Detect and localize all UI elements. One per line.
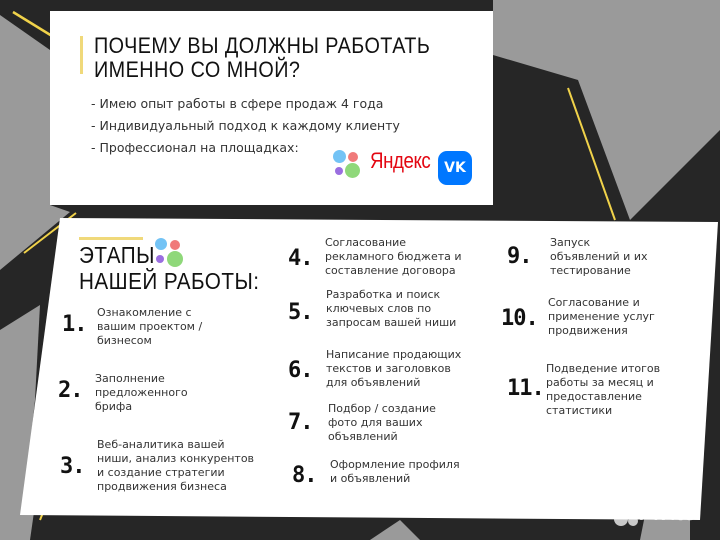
steps-title (79, 242, 259, 294)
step-text: Ознакомление с вашим проектом / бизнесом (97, 306, 203, 347)
title-accent-bar (80, 36, 83, 74)
avito-watermark: Avito (640, 496, 698, 526)
bullet-item: - Профессионал на площадках: (91, 140, 299, 155)
step-number: 2. (58, 378, 83, 403)
step-number: 11. (507, 376, 544, 401)
step-text: Оформление профиля и объявлений (330, 458, 460, 485)
step-number: 3. (60, 454, 85, 479)
step-text: Подбор / создание фото для ваших объявлений (328, 402, 436, 443)
step-text: Веб-аналитика вашей ниши, анализ конкурентов и создание стратегии продвижения бизнеса (97, 438, 255, 493)
step-number: 4. (288, 246, 313, 271)
step-text: Написание продающих текстов и заголовков для объявлений (326, 348, 462, 389)
bullet-item: - Имею опыт работы в сфере продаж 4 года (91, 96, 384, 111)
step-number: 6. (288, 358, 313, 383)
why-title-line1: ПОЧЕМУ ВЫ ДОЛЖНЫ РАБОТАТЬ (94, 33, 431, 58)
yandex-logo: Яндекс (370, 148, 431, 173)
step-text: Согласование и применение услуг продвижения (548, 296, 655, 337)
steps-title-line1: ЭТАПЫ (79, 242, 155, 268)
why-title (94, 34, 430, 82)
step-text: Согласование рекламного бюджета и составление договора (325, 236, 462, 277)
step-text: Запуск объявлений и их тестирование (550, 236, 648, 277)
steps-title-line2: НАШЕЙ РАБОТЫ: (79, 268, 260, 294)
step-number: 5. (288, 300, 313, 325)
step-number: 8. (292, 463, 317, 488)
bullet-item: - Индивидуальный подход к каждому клиенту (91, 118, 400, 133)
step-text: Разработка и поиск ключевых слов по запросам вашей ниши (326, 288, 457, 329)
step-text: Подведение итогов работы за месяц и предоставление статистики (546, 362, 661, 417)
step-text: Заполнение предложенного брифа (95, 372, 188, 413)
why-title-line2: ИМЕННО СО МНОЙ? (94, 57, 301, 82)
vk-logo-icon: VK (438, 151, 472, 185)
step-number: 9. (507, 244, 532, 269)
step-number: 1. (62, 312, 87, 337)
steps-accent-bar (79, 237, 143, 240)
step-number: 10. (501, 306, 538, 331)
step-number: 7. (288, 410, 313, 435)
